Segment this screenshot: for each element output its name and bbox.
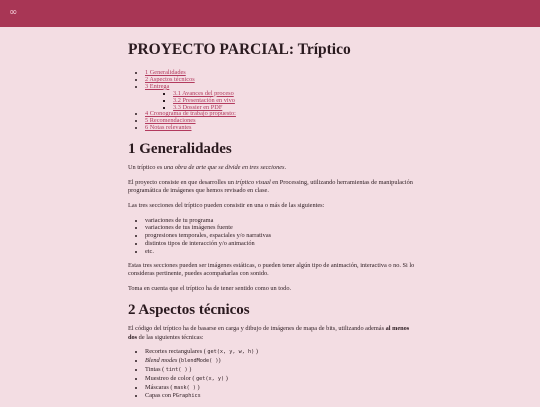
list-item: • Máscaras ( mask( ) ) xyxy=(145,384,418,393)
list-item: • etc. xyxy=(145,248,418,256)
main-content xyxy=(128,40,418,407)
toc-link-notas[interactable]: 6 Notas relevantes xyxy=(145,124,192,132)
toc-link-avances[interactable]: 3.1 Avances del proceso xyxy=(173,89,234,97)
list-item: • variaciones de tus imágenes fuente xyxy=(145,224,418,232)
logo-icon[interactable]: ∞ xyxy=(9,7,18,18)
list-item: • variaciones de tu programa xyxy=(145,217,418,225)
section-heading-generalidades: 1 Generalidades xyxy=(128,141,232,158)
sections-list xyxy=(128,217,418,256)
toc-link-aspectos[interactable]: 2 Aspectos técnicos xyxy=(145,75,195,83)
list-item: • Tintas ( tint( ) ) xyxy=(145,366,418,375)
toc-link-recomendaciones[interactable]: 5 Recomendaciones xyxy=(145,117,196,125)
paragraph: Toma en cuenta que el tríptico ha de tener sentido como un todo. xyxy=(128,284,292,292)
list-item: • progresiones temporales, espaciales y/o narrativas xyxy=(145,232,418,240)
paragraph: El código del tríptico ha de basarse en carga y dibujo de imágenes de mapa de bits, utilizando además al menos dos de las siguientes técnicas: xyxy=(128,325,410,341)
paragraph: El proyecto consiste en que desarrolles un tríptico visual en Processing, utilizando herramientas de manipulación programática de imágenes que hemos revisado en clase. xyxy=(128,178,413,195)
toc-link-generalidades[interactable]: 1 Generalidades xyxy=(145,69,186,76)
toc-link-presentacion[interactable]: 3.2 Presentación en vivo xyxy=(173,96,235,104)
paragraph: Las tres secciones del tríptico pueden consistir en una o más de las siguientes: xyxy=(128,201,325,209)
toc-link-dossier[interactable]: 3.3 Dossier en PDF xyxy=(173,103,223,111)
paragraph: Estas tres secciones pueden ser imágenes estáticas, o pueden tener algún tipo de animación, interactiva o no. Si lo consideras pertinente, puedes acompañarlas con sonido. xyxy=(128,261,415,278)
techniques-list xyxy=(128,348,418,401)
list-item: • distintos tipos de interacción y/o animación xyxy=(145,240,418,248)
toc-link-cronograma[interactable]: 4 Cronograma de trabajo propuesto: xyxy=(145,110,236,118)
list-item: • Blend modes (blendMode( )) xyxy=(145,357,418,366)
top-bar xyxy=(0,0,540,27)
section-heading-aspectos: 2 Aspectos técnicos xyxy=(128,302,250,319)
paragraph: Un tríptico es una obra de arte que se divide en tres secciones. xyxy=(128,164,287,172)
list-item: • Muestreo de color ( get(x, y) ) xyxy=(145,375,418,384)
table-of-contents xyxy=(128,70,418,132)
list-item: • Capas con PGraphics xyxy=(145,392,418,401)
page-title: PROYECTO PARCIAL: Tríptico xyxy=(128,41,351,58)
list-item: • Recortes rectangulares ( get(x, y, w, h) ) xyxy=(145,348,418,357)
toc-link-entrega[interactable]: 3 Entrega xyxy=(145,82,170,90)
